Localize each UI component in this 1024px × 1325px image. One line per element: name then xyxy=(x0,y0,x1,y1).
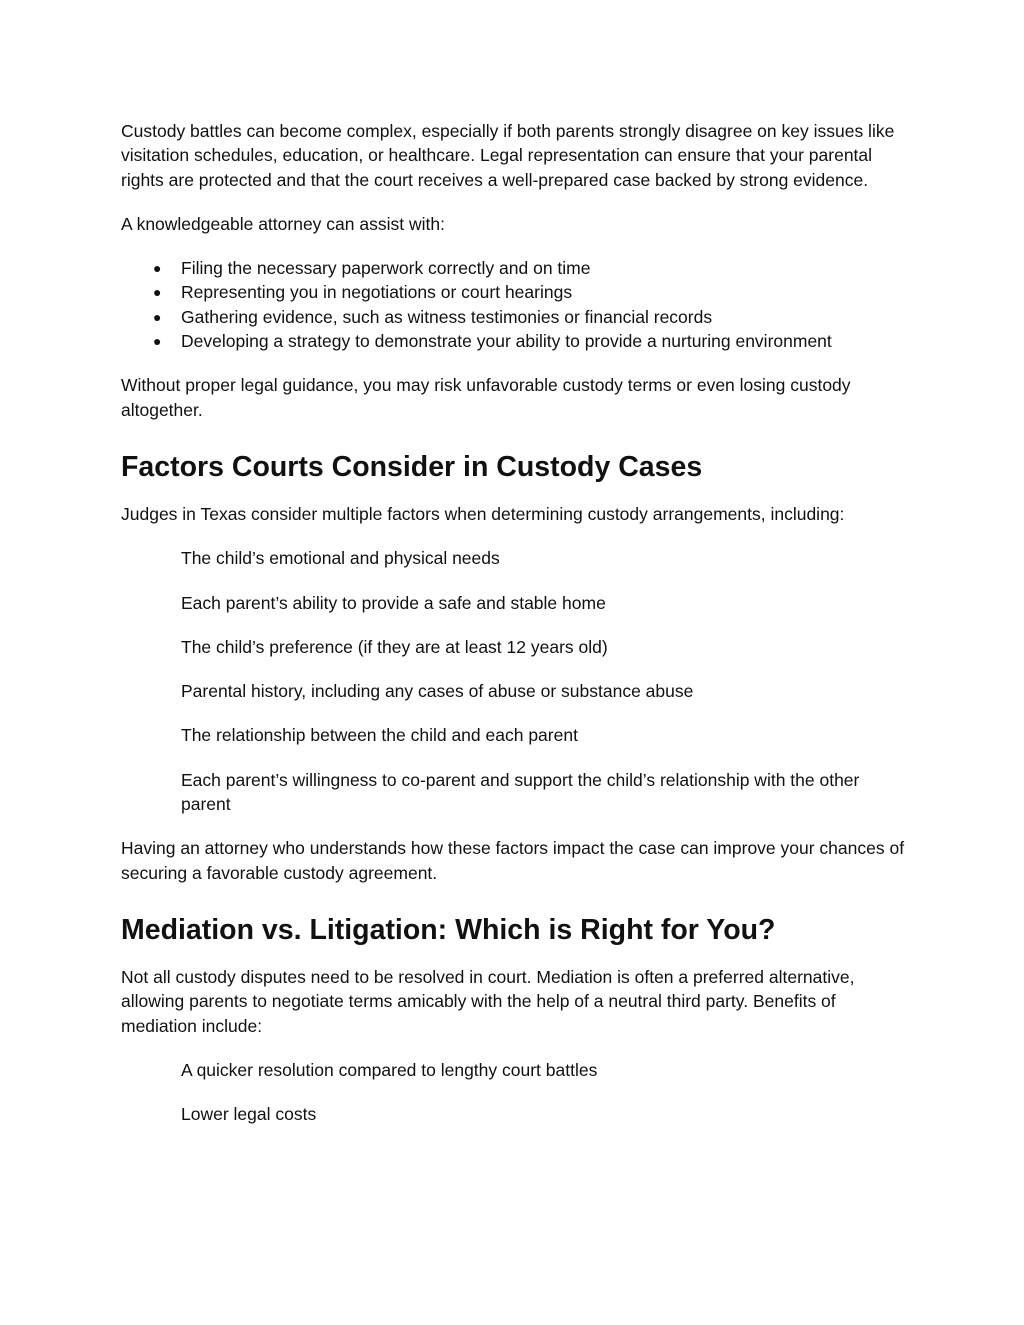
attorney-assist-list xyxy=(121,256,906,353)
list-item xyxy=(121,256,906,280)
factors-closing-paragraph: Having an attorney who understands how these factors impact the case can improve your chances of securing a favorable custody agreement. xyxy=(121,838,905,883)
list-item: Each parent’s ability to provide a safe and stable home xyxy=(181,592,606,613)
bullet-icon: ● xyxy=(153,333,162,350)
list-item: The relationship between the child and each parent xyxy=(181,725,578,746)
bullet-icon: ● xyxy=(153,260,162,277)
list-item: The child’s emotional and physical needs xyxy=(181,548,500,569)
list-item-text: Gathering evidence, such as witness testimonies or financial records xyxy=(181,306,713,327)
legal-guidance-paragraph: Without proper legal guidance, you may risk unfavorable custody terms or even losing custody altogether. xyxy=(121,375,851,420)
intro-paragraph: Custody battles can become complex, especially if both parents strongly disagree on key issues like visitation schedules, education, or healthcare. Legal representation can ensure that your parental rights are protected and that the court receives a well-prepared case backed by strong evidence. xyxy=(121,121,895,190)
list-item: The child’s preference (if they are at least 12 years old) xyxy=(181,636,608,657)
list-item xyxy=(121,329,906,353)
mediation-benefits-list xyxy=(121,1058,906,1127)
list-item-text: Representing you in negotiations or court hearings xyxy=(181,282,573,303)
list-item xyxy=(121,280,906,304)
list-item: A quicker resolution compared to lengthy court battles xyxy=(181,1059,598,1080)
mediation-lead: Not all custody disputes need to be resolved in court. Mediation is often a preferred alternative, allowing parents to negotiate terms amicably with the help of a neutral third party. Benefits of mediation include: xyxy=(121,966,855,1036)
list-item-text: Filing the necessary paperwork correctly and on time xyxy=(181,258,591,279)
attorney-assist-lead: A knowledgeable attorney can assist with: xyxy=(121,213,445,234)
list-item: Each parent’s willingness to co-parent and support the child’s relationship with the other parent xyxy=(181,769,860,815)
mediation-heading: Mediation vs. Litigation: Which is Right for You? xyxy=(121,913,776,946)
document-body xyxy=(121,119,906,1146)
list-item xyxy=(121,305,906,329)
list-item: Parental history, including any cases of abuse or substance abuse xyxy=(181,681,694,702)
list-item: Lower legal costs xyxy=(181,1104,317,1125)
factors-lead: Judges in Texas consider multiple factors when determining custody arrangements, including: xyxy=(121,503,845,524)
list-item-text: Developing a strategy to demonstrate your ability to provide a nurturing environment xyxy=(181,331,832,352)
bullet-icon: ● xyxy=(153,308,162,325)
bullet-icon: ● xyxy=(153,284,162,301)
factors-list xyxy=(121,546,906,816)
factors-heading: Factors Courts Consider in Custody Cases xyxy=(121,450,703,483)
